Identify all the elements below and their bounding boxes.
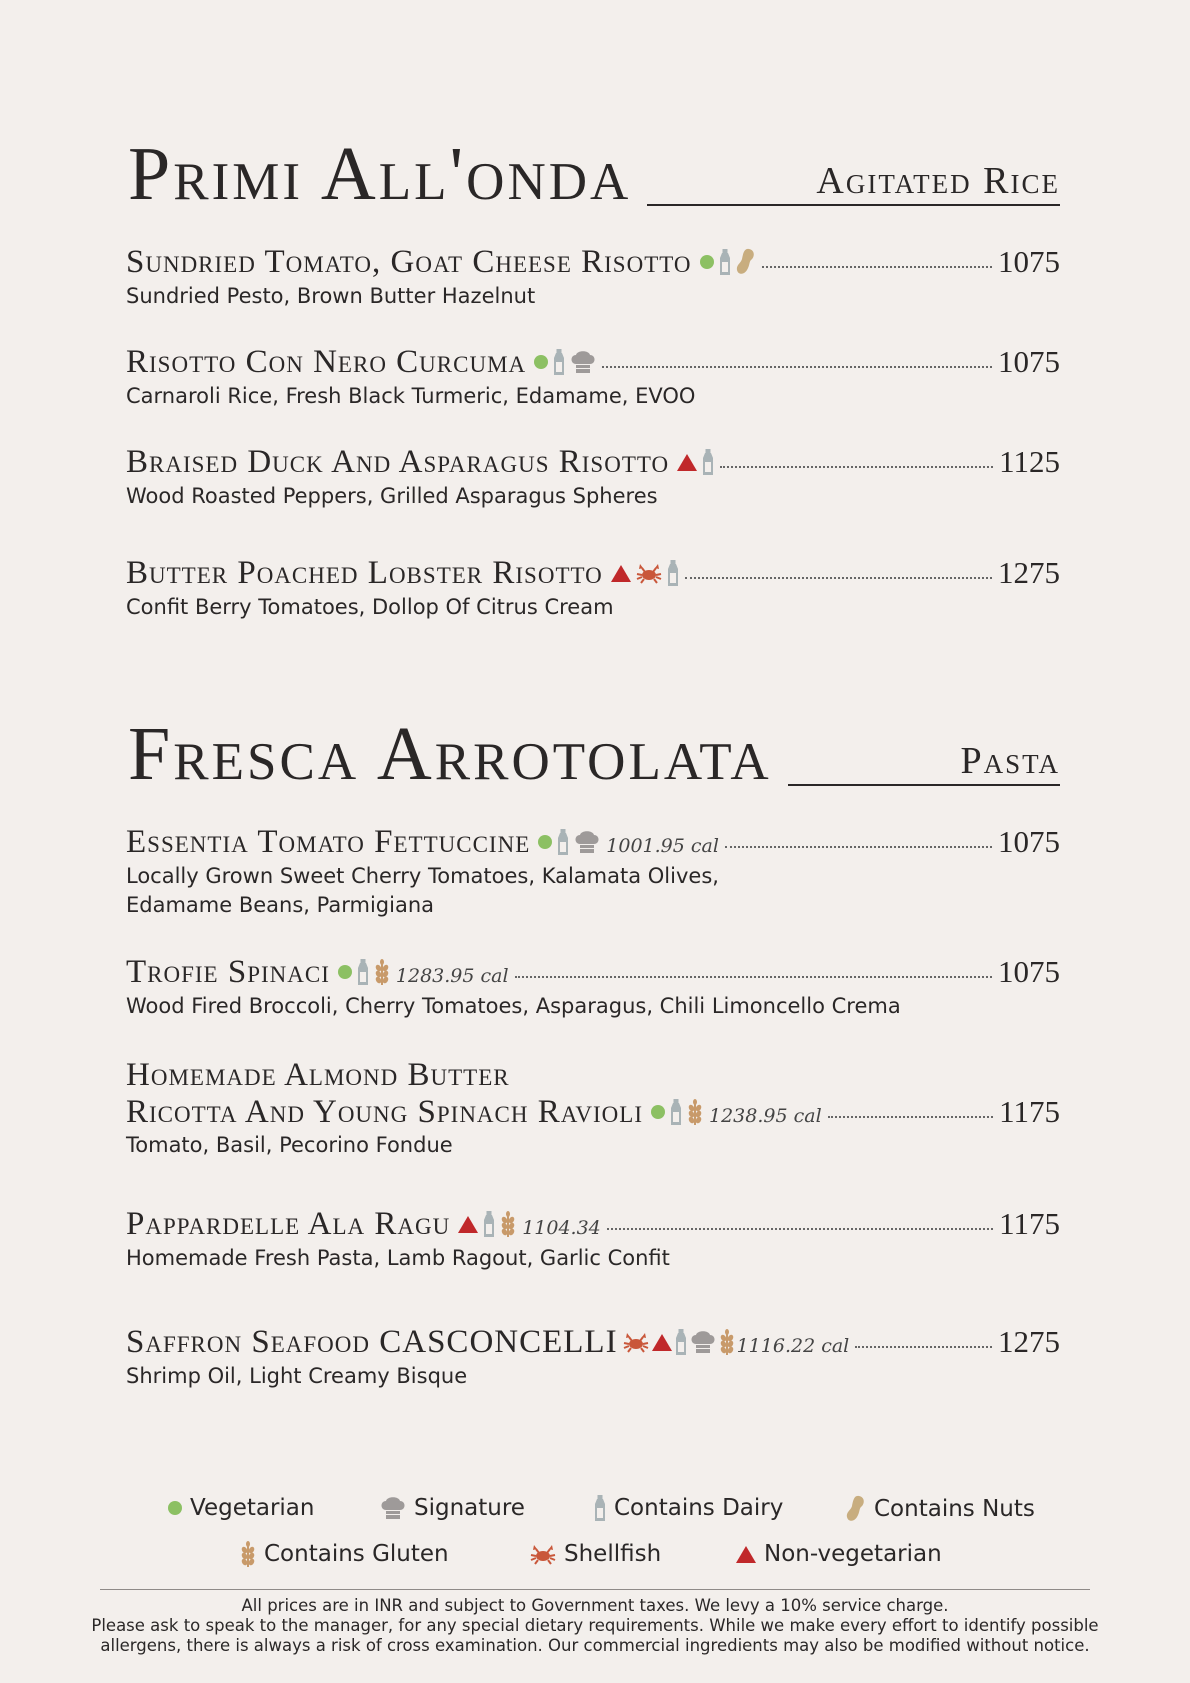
item-name: Essentia Tomato Fettuccine xyxy=(126,824,531,860)
leader-dots xyxy=(828,1116,994,1118)
wheat-icon xyxy=(374,959,390,985)
menu-item xyxy=(126,1058,1060,1159)
legend-nuts xyxy=(846,1495,1035,1523)
vegetarian-icon xyxy=(338,965,352,979)
leader-dots xyxy=(720,466,993,468)
item-description: Homemade Fresh Pasta, Lamb Ragout, Garlic Confit xyxy=(126,1245,670,1270)
legend-gluten xyxy=(240,1541,449,1567)
non-vegetarian-icon xyxy=(652,1334,672,1351)
wheat-icon xyxy=(687,1099,703,1125)
legend-vegetarian xyxy=(168,1495,314,1521)
item-calories: 1238.95 cal xyxy=(708,1104,822,1127)
leader-dots xyxy=(602,366,992,368)
item-description: Edamame Beans, Parmigiana xyxy=(126,892,434,917)
dairy-icon xyxy=(594,1495,606,1521)
dairy-icon xyxy=(719,249,731,275)
item-name-line1: Homemade Almond Butter xyxy=(126,1057,510,1093)
item-calories: 1283.95 cal xyxy=(395,965,509,987)
item-icons xyxy=(338,959,390,985)
item-calories: 1001.95 cal xyxy=(606,835,719,857)
item-name: Ricotta And Young Spinach Ravioli xyxy=(126,1093,643,1130)
item-price: 1075 xyxy=(998,954,1060,989)
section-header-pasta xyxy=(128,712,1060,796)
item-description: Wood Fired Broccoli, Cherry Tomatoes, Asparagus, Chili Limoncello Crema xyxy=(126,993,901,1018)
item-name: Trofie Spinaci xyxy=(126,954,330,990)
menu-item xyxy=(126,555,1060,621)
item-price: 1275 xyxy=(998,555,1060,590)
section-title: Primi All'onda xyxy=(128,132,632,216)
non-vegetarian-icon xyxy=(611,565,631,582)
chef-hat-icon xyxy=(690,1330,716,1354)
item-name: Sundried Tomato, Goat Cheese Risotto xyxy=(126,244,692,280)
legend-label: Contains Dairy xyxy=(614,1495,784,1521)
item-price: 1075 xyxy=(998,824,1060,859)
menu-item xyxy=(126,954,1060,1020)
wheat-icon xyxy=(719,1329,735,1355)
dairy-icon xyxy=(670,1099,682,1125)
crab-icon xyxy=(636,562,662,584)
item-icons xyxy=(700,248,756,276)
crab-icon xyxy=(530,1543,556,1565)
non-vegetarian-icon xyxy=(458,1216,478,1233)
dairy-icon xyxy=(667,560,679,586)
legend-label: Vegetarian xyxy=(190,1495,315,1521)
item-price: 1075 xyxy=(998,244,1060,279)
item-name: Butter Poached Lobster Risotto xyxy=(126,555,603,591)
item-description: Sundried Pesto, Brown Butter Hazelnut xyxy=(126,283,536,308)
section-subtitle: Agitated Rice xyxy=(647,160,1060,206)
item-description: Locally Grown Sweet Cherry Tomatoes, Kalamata Olives, xyxy=(126,863,719,888)
chef-hat-icon xyxy=(380,1496,406,1520)
leader-dots xyxy=(685,577,992,579)
leader-dots xyxy=(725,846,992,848)
legend-label: Contains Gluten xyxy=(264,1541,449,1567)
item-price: 1075 xyxy=(998,344,1060,379)
item-price: 1125 xyxy=(999,444,1060,479)
section-title: Fresca Arrotolata xyxy=(128,712,772,796)
item-name: Risotto Con Nero Curcuma xyxy=(126,344,527,380)
item-icons xyxy=(623,1329,735,1355)
footer-line: All prices are in INR and subject to Government taxes. We levy a 10% service charge. xyxy=(241,1596,949,1615)
dairy-icon xyxy=(553,349,565,375)
item-icons xyxy=(677,449,714,475)
non-vegetarian-icon xyxy=(736,1546,756,1563)
wheat-icon xyxy=(500,1211,516,1237)
item-icons xyxy=(611,560,679,586)
dairy-icon xyxy=(357,959,369,985)
dairy-icon xyxy=(557,829,569,855)
footer-line: Please ask to speak to the manager, for any special dietary requirements. While we make every effort to identify possible xyxy=(91,1616,1099,1635)
footer-note xyxy=(0,1596,1190,1656)
chef-hat-icon xyxy=(574,830,600,854)
menu-item xyxy=(126,1324,1060,1390)
leader-dots xyxy=(762,266,993,268)
section-header-rice xyxy=(128,132,1060,216)
item-name: Braised Duck And Asparagus Risotto xyxy=(126,444,670,480)
leader-dots xyxy=(515,976,992,978)
menu-item xyxy=(126,244,1060,310)
legend-label: Contains Nuts xyxy=(874,1496,1035,1522)
leader-dots xyxy=(607,1228,993,1230)
footer-line: allergens, there is always a risk of cross examination. Our commercial ingredients may also be modified without notice. xyxy=(100,1636,1090,1655)
item-price: 1275 xyxy=(998,1324,1060,1359)
legend-label: Signature xyxy=(414,1495,525,1521)
item-name: Saffron Seafood CASCONCELLI xyxy=(126,1324,618,1360)
vegetarian-icon xyxy=(534,355,548,369)
legend-shellfish xyxy=(530,1541,661,1567)
legend-label: Non-vegetarian xyxy=(764,1541,942,1567)
dairy-icon xyxy=(483,1211,495,1237)
vegetarian-icon xyxy=(538,835,552,849)
vegetarian-icon xyxy=(651,1105,665,1119)
menu-item xyxy=(126,344,1060,410)
dairy-icon xyxy=(675,1329,687,1355)
item-description: Tomato, Basil, Pecorino Fondue xyxy=(126,1133,453,1158)
footer-divider xyxy=(100,1589,1090,1590)
item-icons xyxy=(651,1099,703,1125)
vegetarian-icon xyxy=(700,255,714,269)
item-icons xyxy=(534,349,596,375)
nut-icon xyxy=(736,248,756,276)
item-description: Shrimp Oil, Light Creamy Bisque xyxy=(126,1363,468,1388)
legend-non-vegetarian xyxy=(736,1541,942,1567)
chef-hat-icon xyxy=(570,350,596,374)
item-description: Wood Roasted Peppers, Grilled Asparagus Spheres xyxy=(126,483,658,508)
menu-item xyxy=(126,1206,1060,1272)
item-description: Confit Berry Tomatoes, Dollop Of Citrus Cream xyxy=(126,594,614,619)
nut-icon xyxy=(846,1495,866,1523)
menu-item xyxy=(126,824,1060,919)
item-icons xyxy=(538,829,600,855)
menu-item xyxy=(126,444,1060,510)
item-icons xyxy=(458,1211,516,1237)
legend-label: Shellfish xyxy=(564,1541,662,1567)
vegetarian-icon xyxy=(168,1501,182,1515)
item-price: 1175 xyxy=(999,1093,1060,1129)
section-subtitle: Pasta xyxy=(788,740,1060,786)
leader-dots xyxy=(855,1346,992,1348)
dairy-icon xyxy=(702,449,714,475)
crab-icon xyxy=(623,1331,649,1353)
non-vegetarian-icon xyxy=(677,454,697,471)
item-calories: 1116.22 cal xyxy=(736,1335,850,1357)
item-calories: 1104.34 xyxy=(522,1217,601,1239)
item-price: 1175 xyxy=(999,1206,1060,1241)
legend-signature xyxy=(380,1495,525,1521)
legend-dairy xyxy=(594,1495,783,1521)
item-description: Carnaroli Rice, Fresh Black Turmeric, Edamame, EVOO xyxy=(126,383,696,408)
wheat-icon xyxy=(240,1541,256,1567)
item-name: Pappardelle Ala Ragu xyxy=(126,1206,451,1242)
